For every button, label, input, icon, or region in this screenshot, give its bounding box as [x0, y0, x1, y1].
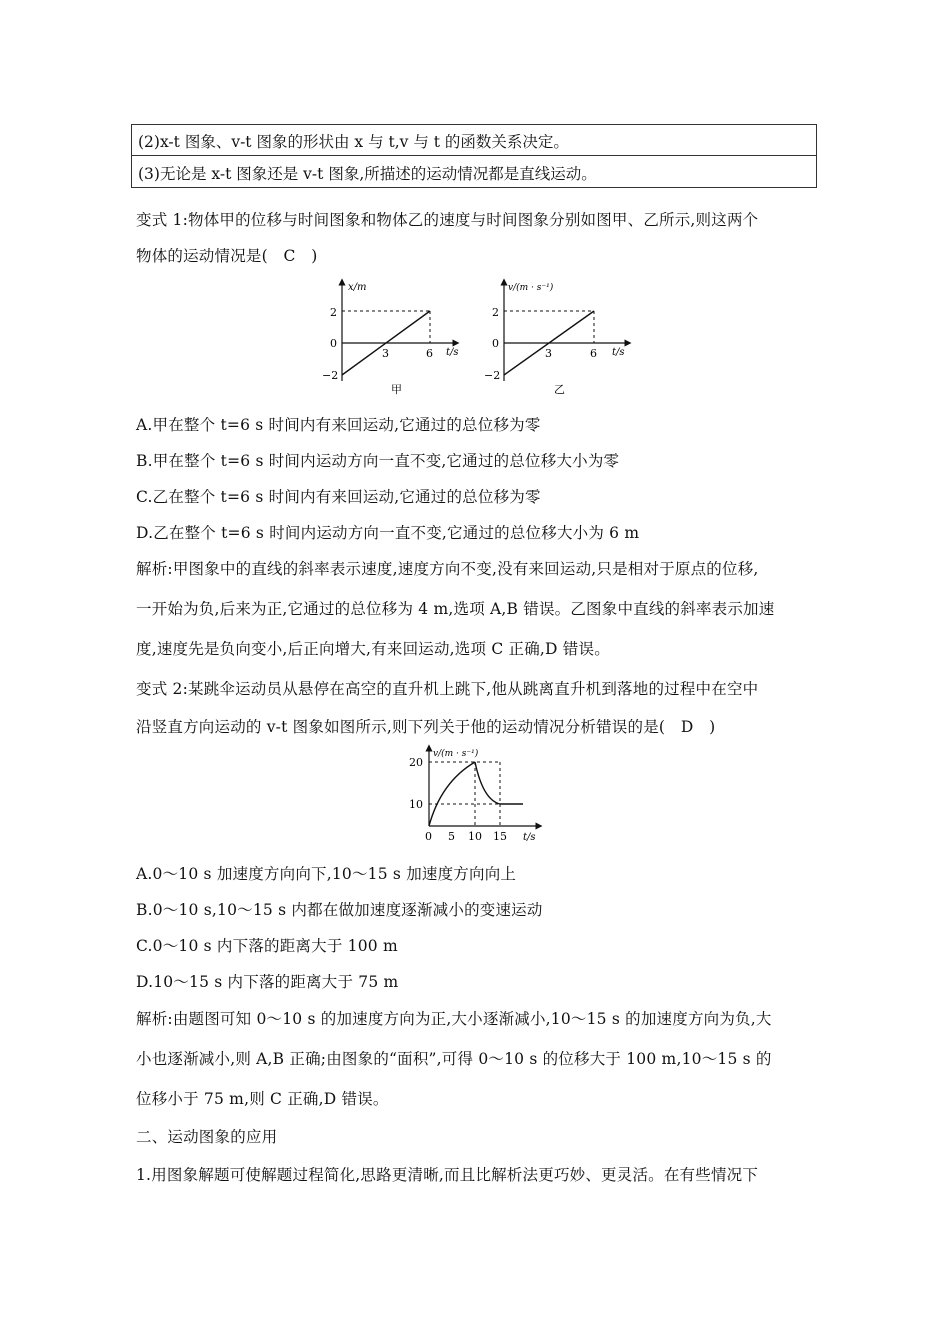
q2-analysis-line-2: 小也逐渐减小,则 A,B 正确;由图象的“面积”,可得 0～10 s 的位移大于 100 m,10～15 s 的 [136, 1050, 772, 1068]
caption: 乙 [554, 383, 565, 396]
q1-option-c: C.乙在整个 t=6 s 时间内有来回运动,它通过的总位移为零 [136, 488, 541, 506]
x-label: t/s [446, 347, 459, 358]
q2-stem-line-2: 沿竖直方向运动的 v-t 图象如图所示,则下列关于他的运动情况分析错误的是( D ) [136, 718, 716, 736]
summary-divider [132, 155, 816, 156]
q1-analysis-line-3: 度,速度先是负向变小,后正向增大,有来回运动,选项 C 正确,D 错误。 [136, 640, 610, 658]
q2-analysis-line-1: 解析:由题图可知 0～10 s 的加速度方向为正,大小逐渐减小,10～15 s 的加速度方向为负,大 [136, 1010, 772, 1028]
tick-neg2: −2 [484, 369, 501, 382]
q2-option-d: D.10～15 s 内下落的距离大于 75 m [136, 973, 399, 991]
q2-stem-line-1: 变式 2:某跳伞运动员从悬停在高空的直升机上跳下,他从跳离直升机到落地的过程中在空中 [136, 680, 759, 698]
q1-option-a: A.甲在整个 t=6 s 时间内有来回运动,它通过的总位移为零 [136, 416, 541, 434]
q1-option-d: D.乙在整个 t=6 s 时间内运动方向一直不变,它通过的总位移大小为 6 m [136, 524, 640, 542]
x-label: t/s [523, 832, 536, 843]
tick-3: 3 [382, 347, 389, 360]
tick-6: 6 [590, 347, 597, 360]
section-heading: 二、运动图象的应用 [136, 1128, 278, 1146]
q2-analysis-line-3: 位移小于 75 m,则 C 正确,D 错误。 [136, 1090, 389, 1108]
q1-option-b: B.甲在整个 t=6 s 时间内运动方向一直不变,它通过的总位移大小为零 [136, 452, 620, 470]
tick-x10: 10 [468, 830, 482, 843]
figure-jia-x-t [320, 276, 470, 398]
summary-box [131, 124, 817, 188]
figure-yi-v-t [482, 276, 642, 398]
tick-3: 3 [545, 347, 552, 360]
tick-0: 0 [330, 337, 337, 350]
tick-x5: 5 [448, 830, 455, 843]
q1-analysis-line-2: 一开始为负,后来为正,它通过的总位移为 4 m,选项 A,B 错误。乙图象中直线的斜率表示加速 [136, 600, 775, 618]
q2-option-b: B.0～10 s,10～15 s 内都在做加速度逐渐减小的变速运动 [136, 901, 543, 919]
x-label: t/s [612, 347, 625, 358]
tick-10: 10 [409, 798, 423, 811]
tick-0: 0 [492, 337, 499, 350]
section-paragraph-1: 1.用图象解题可使解题过程简化,思路更清晰,而且比解析法更巧妙、更灵活。在有些情况下 [136, 1166, 759, 1184]
tick-6: 6 [426, 347, 433, 360]
y-label: x/m [348, 282, 367, 293]
q1-analysis-line-1: 解析:甲图象中的直线的斜率表示速度,速度方向不变,没有来回运动,只是相对于原点的位移, [136, 560, 759, 578]
y-label: v/(m · s⁻¹) [508, 283, 554, 293]
q1-stem-line-1: 变式 1:物体甲的位移与时间图象和物体乙的速度与时间图象分别如图甲、乙所示,则这两个 [136, 211, 759, 229]
q2-option-a: A.0～10 s 加速度方向向下,10～15 s 加速度方向向上 [136, 865, 517, 883]
summary-line-2: (2)x-t 图象、v-t 图象的形状由 x 与 t,v 与 t 的函数关系决定。 [138, 133, 569, 151]
summary-line-3: (3)无论是 x-t 图象还是 v-t 图象,所描述的运动情况都是直线运动。 [138, 165, 597, 183]
q2-option-c: C.0～10 s 内下落的距离大于 100 m [136, 937, 398, 955]
q1-stem-line-2: 物体的运动情况是( C ) [136, 247, 318, 265]
figure-q2-v-t [405, 742, 555, 846]
y-label: v/(m · s⁻¹) [433, 749, 479, 759]
tick-2: 2 [330, 306, 337, 319]
tick-2: 2 [492, 306, 499, 319]
curve-falling [475, 762, 523, 804]
curve-rising [429, 762, 475, 826]
tick-x15: 15 [493, 830, 507, 843]
tick-x0: 0 [425, 830, 432, 843]
tick-neg2: −2 [322, 369, 339, 382]
caption: 甲 [391, 383, 402, 396]
tick-20: 20 [409, 756, 423, 769]
